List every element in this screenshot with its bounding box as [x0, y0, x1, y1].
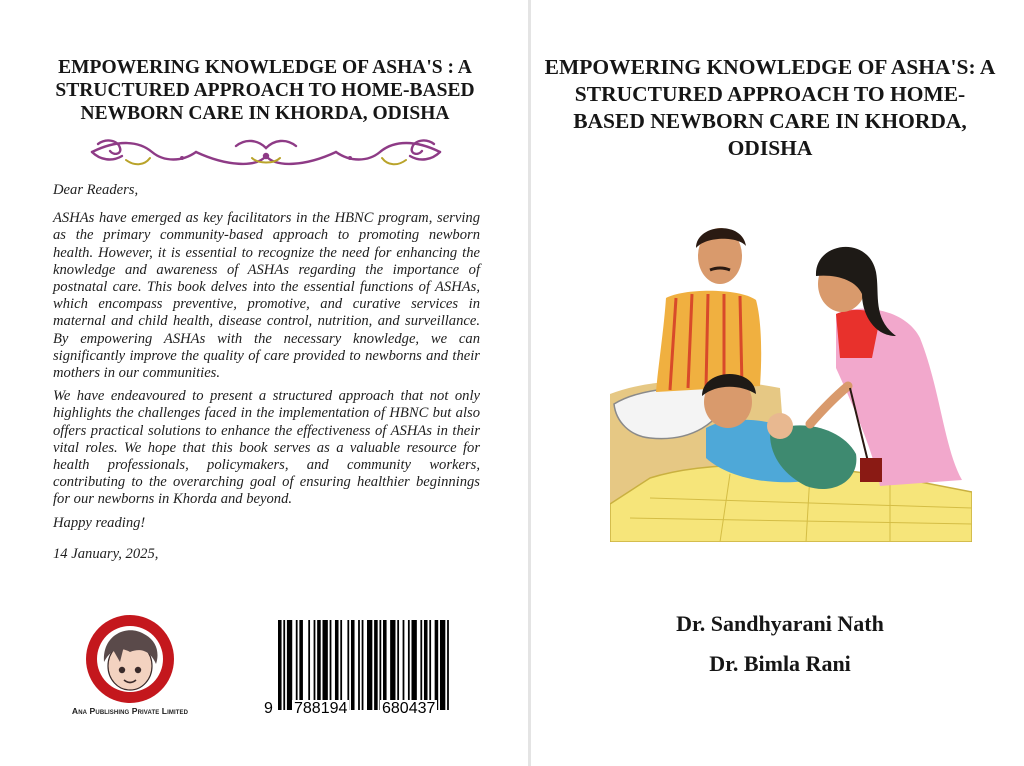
blurb-date: 14 January, 2025,: [53, 545, 159, 562]
isbn-barcode: [262, 620, 472, 724]
decorative-scroll-icon: [86, 136, 446, 172]
author-name-2: Dr. Bimla Rani: [709, 651, 851, 676]
blurb-salutation: Dear Readers,: [53, 182, 139, 198]
blurb-paragraph-1: ASHAs have emerged as key facilitators in the HBNC program, serving as the primary community-based approach to promoting newborn health. However, it is essential to recognize the need for enhancing the knowledge and awareness of ASHAs regarding the importance of postnatal care. This book delves into the essential functions of ASHAs, which encompass preventive, promotive, and curative services in maternal and child health, disease control, nutrition, and surveillance. By empowering ASHAs with the necessary knowledge, we can significantly improve the quality of care provided to newborns and their mothers in our communities.: [53, 210, 480, 382]
cover-illustration-icon: [610, 218, 972, 542]
isbn-prefix-digit: 9: [264, 700, 273, 717]
blurb-text: [53, 182, 480, 569]
publisher-name: Ana Publishing Private Limited: [71, 706, 189, 716]
blurb-paragraph-2: We have endeavoured to present a structured approach that not only highlights the challenges faced in the implementation of HBNC but also offers practical solutions to enhance the effectiveness of ASHAs in their vital roles. We hope that this book serves as a valuable resource for health professionals, policymakers, and community workers, contributing to the overarching goal of ensuring healthier beginnings for our newborns in Khorda and beyond.: [53, 388, 480, 508]
back-cover-title: EMPOWERING KNOWLEDGE OF ASHA'S : A STRUCTURED APPROACH TO HOME-BASED NEWBORN CARE IN KHORDA, ODISHA: [55, 57, 475, 124]
isbn-digits: [262, 700, 472, 722]
asha-worker-newborn-illustration: [610, 218, 972, 542]
barcode-icon: [262, 620, 472, 710]
author-name-1: Dr. Sandhyarani Nath: [676, 611, 884, 636]
blurb-closing: Happy reading!: [53, 514, 146, 531]
publisher-face-icon: [70, 612, 190, 706]
isbn-right-group: 680437: [382, 700, 436, 717]
publisher-logo: [70, 612, 190, 730]
front-cover-title: EMPOWERING KNOWLEDGE OF ASHA'S: A STRUCTURED APPROACH TO HOME-BASED NEWBORN CARE IN KHORDA, ODISHA: [544, 55, 996, 160]
isbn-left-group: 788194: [294, 700, 348, 717]
